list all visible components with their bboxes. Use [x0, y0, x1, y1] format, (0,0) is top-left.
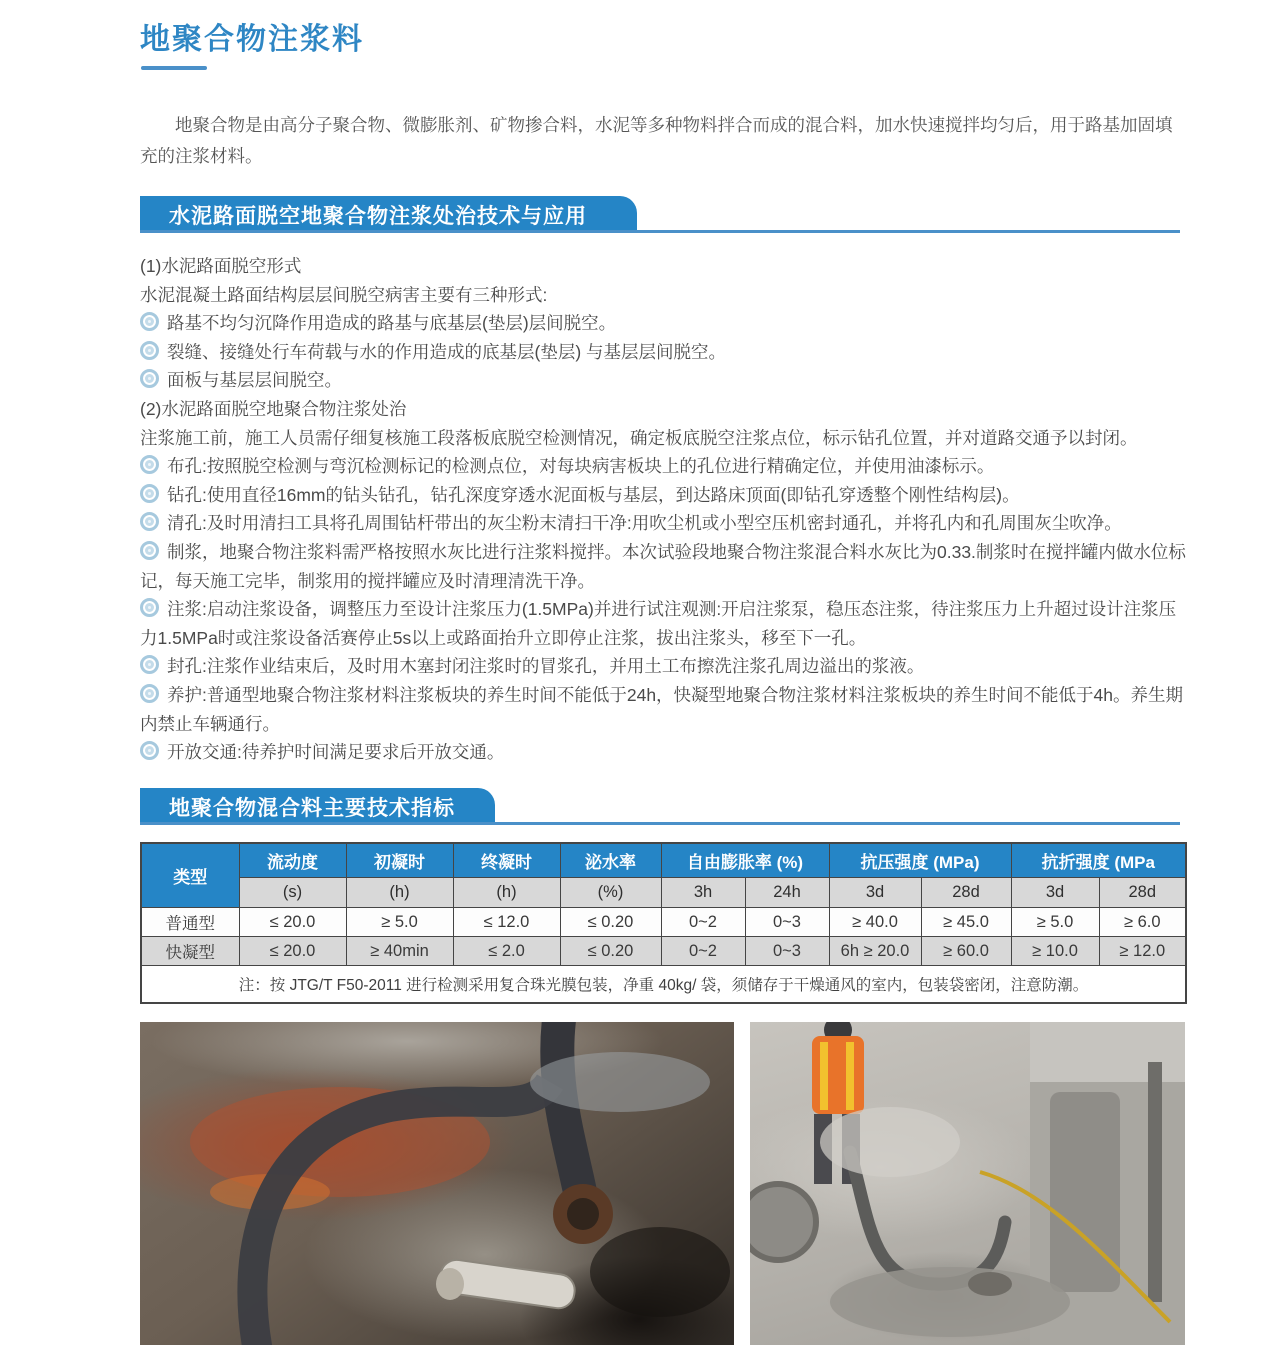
ring-bullet-icon [140, 341, 159, 360]
table-cell: ≤ 12.0 [453, 908, 560, 937]
table-cell: ≥ 40.0 [829, 908, 921, 937]
paragraph: 注浆施工前，施工人员需仔细复核施工段落板底脱空检测情况，确定板底脱空注浆点位，标示钻孔位置，并对道路交通予以封闭。 [140, 427, 1138, 448]
ring-bullet-icon [140, 369, 159, 388]
grout-hole-shape [968, 1272, 1012, 1296]
row-type-cell: 普通型 [141, 908, 239, 937]
ring-bullet-icon [140, 455, 159, 474]
unit-header: (h) [346, 878, 453, 908]
page-title: 地聚合物注浆料 [140, 23, 364, 56]
ring-bullet-icon [140, 741, 159, 760]
table-cell: 0~2 [661, 937, 745, 966]
ring-bullet-icon [140, 598, 159, 617]
sub-header: 24h [745, 878, 829, 908]
paragraph: (2)水泥路面脱空地聚合物注浆处治 [140, 398, 407, 419]
vest-stripe-shape [820, 1042, 828, 1110]
table-cell: 0~2 [661, 908, 745, 937]
unit-header: (s) [239, 878, 346, 908]
table-row-ordinary-type [141, 908, 1186, 937]
table-cell: ≤ 0.20 [560, 937, 661, 966]
column-header: 终凝时 [453, 843, 560, 878]
paragraph: (1)水泥路面脱空形式 [140, 256, 302, 276]
photo-grouting-hose-on-pavement [140, 1022, 734, 1345]
list-item: 布孔:按照脱空检测与弯沉检测标记的检测点位，对每块病害板块上的孔位进行精确定位，并使用油漆标示。 [140, 452, 1187, 481]
section-heading-text: 地聚合物混合料主要技术指标 [169, 796, 455, 820]
list-item: 路基不均匀沉降作用造成的路基与底基层(垫层)层间脱空。 [140, 309, 1187, 338]
paragraph: 水泥混凝土路面结构层层间脱空病害主要有三种形式: [140, 284, 548, 305]
plug-end-shape [436, 1268, 464, 1300]
table-cell: ≥ 60.0 [921, 937, 1011, 966]
table-cell: ≤ 20.0 [239, 908, 346, 937]
list-item: 开放交通:待养护时间满足要求后开放交通。 [140, 738, 1187, 767]
ring-bullet-icon [140, 312, 159, 331]
title-underline-dash [141, 66, 207, 70]
table-cell: 6h ≥ 20.0 [829, 937, 921, 966]
table-cell: ≥ 6.0 [1099, 908, 1186, 937]
table-row-rapid-type [141, 937, 1186, 966]
list-item: 钻孔:使用直径16mm的钻头钻孔，钻孔深度穿透水泥面板与基层，到达路床顶面(即钻孔穿透整个刚性结构层)。 [140, 481, 1187, 510]
table-cell: ≥ 45.0 [921, 908, 1011, 937]
photo-right-overlay [750, 1022, 1185, 1345]
list-item: 养护:普通型地聚合物注浆材料注浆板块的养生时间不能低于24h，快凝型地聚合物注浆材料注浆板块的养生时间不能低于4h。养生期内禁止车辆通行。 [140, 684, 1184, 734]
sub-header: 3d [829, 878, 921, 908]
table-cell: 0~3 [745, 908, 829, 937]
unit-header: (%) [560, 878, 661, 908]
table-cell: ≤ 20.0 [239, 937, 346, 966]
dark-asphalt-shape [590, 1227, 730, 1317]
wet-ground-patch-shape [830, 1267, 1070, 1337]
ring-bullet-icon [140, 655, 159, 674]
rubble-pile-shape [820, 1107, 960, 1177]
table-cell: ≥ 12.0 [1099, 937, 1186, 966]
column-header: 流动度 [239, 843, 346, 878]
column-group-header: 抗折强度 (MPa [1011, 843, 1186, 878]
sub-header: 28d [921, 878, 1011, 908]
ring-bullet-icon [140, 512, 159, 531]
hose-connector-core-shape [567, 1198, 599, 1230]
table-note-row [141, 966, 1186, 1004]
wet-patch-shape [530, 1052, 710, 1112]
section-body [140, 252, 1187, 767]
table-cell: ≤ 2.0 [453, 937, 560, 966]
column-group-header: 自由膨胀率 (%) [661, 843, 829, 878]
ring-bullet-icon [140, 684, 159, 703]
table-cell: ≤ 0.20 [560, 908, 661, 937]
table-note: 注：按 JTG/T F50-2011 进行检测采用复合珠光膜包装，净重 40kg/ 袋，须储存于干燥通风的室内，包装袋密闭，注意防潮。 [141, 966, 1186, 1004]
technical-specs-table [140, 842, 1187, 1004]
table-cell: ≥ 5.0 [346, 908, 453, 937]
sub-header: 3d [1011, 878, 1099, 908]
sub-header: 28d [1099, 878, 1186, 908]
section-divider-line [140, 822, 1180, 825]
wheel-shape [750, 1184, 816, 1260]
list-item: 注浆:启动注浆设备，调整压力至设计注浆压力(1.5MPa)并进行试注观测:开启注浆泵，稳压态注浆，待注浆压力上升超过设计注浆压力1.5MPa时或注浆设备活赛停止5s以上或路面抬升立即停止注浆，拔出注浆头，移至下一孔。 [140, 599, 1177, 648]
list-item: 清孔:及时用清扫工具将孔周围钻杆带出的灰尘粉末清扫干净:用吹尘机或小型空压机密封通孔，并将孔内和孔周围灰尘吹净。 [140, 509, 1187, 538]
column-header: 初凝时 [346, 843, 453, 878]
table-cell: 0~3 [745, 937, 829, 966]
photo-left-overlay [140, 1022, 734, 1345]
column-group-header: 抗压强度 (MPa) [829, 843, 1011, 878]
worker-safety-vest-shape [812, 1036, 864, 1114]
ring-bullet-icon [140, 484, 159, 503]
photo-grouting-worksite-with-worker [750, 1022, 1185, 1345]
row-type-cell: 快凝型 [141, 937, 239, 966]
section-heading-banner-grouting-tech [140, 196, 637, 233]
vest-stripe-shape [846, 1042, 854, 1110]
column-header: 泌水率 [560, 843, 661, 878]
list-item: 制浆，地聚合物注浆料需严格按照水灰比进行注浆料搅拌。本次试验段地聚合物注浆混合料水灰比为0.33.制浆时在搅拌罐内做水位标记，每天施工完毕，制浆用的搅拌罐应及时清理清洗干净。 [140, 541, 1186, 591]
ring-bullet-icon [140, 541, 159, 560]
section-heading-banner-tech-specs [140, 788, 495, 825]
sub-header: 3h [661, 878, 745, 908]
table-cell: ≥ 10.0 [1011, 937, 1099, 966]
section-heading-text: 水泥路面脱空地聚合物注浆处治技术与应用 [169, 204, 587, 228]
list-item: 裂缝、接缝处行车荷载与水的作用造成的底基层(垫层) 与基层层间脱空。 [140, 338, 1187, 367]
list-item: 面板与基层层间脱空。 [140, 366, 1187, 395]
section-divider-line [140, 230, 1180, 233]
table-corner-header: 类型 [141, 843, 239, 908]
unit-header: (h) [453, 878, 560, 908]
table-cell: ≥ 40min [346, 937, 453, 966]
intro-paragraph: 地聚合物是由高分子聚合物、微膨胀剂、矿物掺合料，水泥等多种物料拌合而成的混合料，加水快速搅拌均匀后，用于路基加固填充的注浆材料。 [140, 115, 1173, 166]
machine-track-shape [1148, 1062, 1162, 1302]
table-cell: ≥ 5.0 [1011, 908, 1099, 937]
list-item: 封孔:注浆作业结束后，及时用木塞封闭注浆时的冒浆孔，并用土工布擦洗注浆孔周边溢出的浆液。 [140, 652, 1187, 681]
